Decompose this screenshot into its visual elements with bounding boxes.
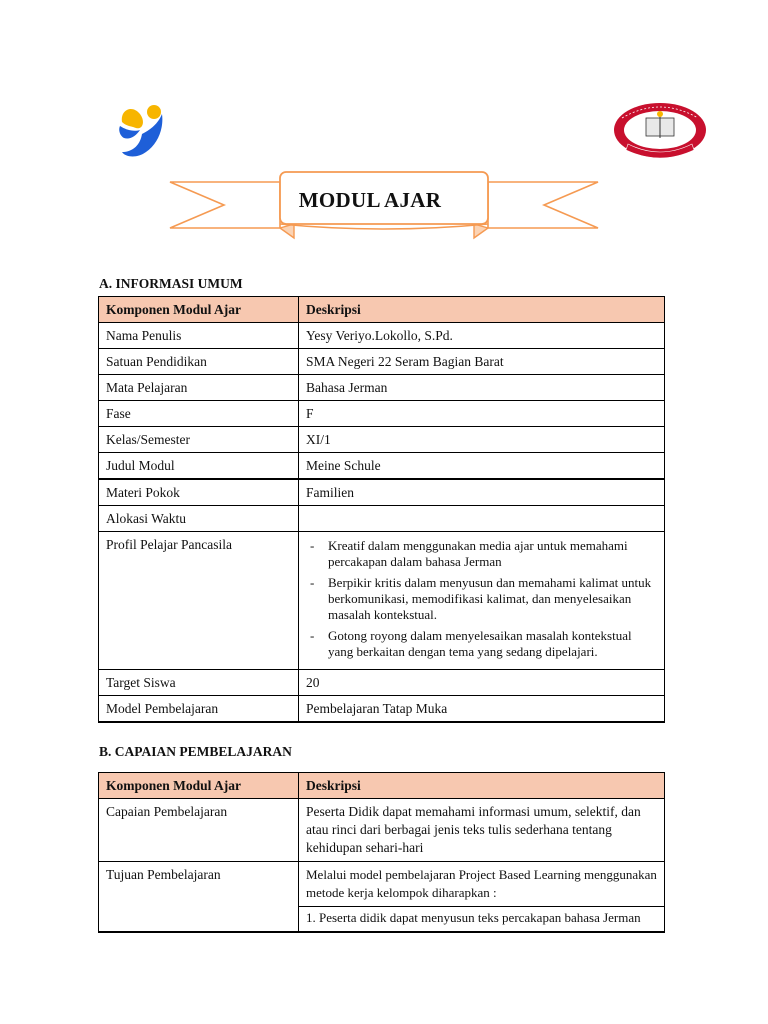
row-label: Target Siswa: [99, 670, 299, 696]
row-label: Model Pembelajaran: [99, 696, 299, 723]
row-value: Familien: [299, 479, 665, 506]
capaian-pembelajaran-table: [98, 772, 665, 933]
table-row: [99, 453, 665, 480]
row-label: Nama Penulis: [99, 323, 299, 349]
section-a-title: A. INFORMASI UMUM: [99, 276, 243, 291]
row-label: Mata Pelajaran: [99, 375, 299, 401]
profil-list-cell: [299, 532, 665, 670]
tujuan-cell: [299, 862, 665, 933]
header-deskripsi: Deskripsi: [299, 773, 665, 799]
header-komponen: Komponen Modul Ajar: [99, 773, 299, 799]
row-value: Bahasa Jerman: [299, 375, 665, 401]
table-header-row: [99, 773, 665, 799]
table-row: [99, 862, 665, 933]
document-title: MODUL AJAR: [298, 187, 442, 212]
person-figure-logo-icon: [112, 100, 168, 160]
row-value: XI/1: [299, 427, 665, 453]
list-item: 1. Peserta didik dapat menyusun teks percakapan bahasa Jerman: [299, 906, 664, 927]
row-value: Pembelajaran Tatap Muka: [299, 696, 665, 723]
informasi-umum-table: [98, 296, 665, 723]
row-value: Peserta Didik dapat memahami informasi umum, selektif, dan atau rinci dari berbagai jenis teks tulis sederhana tentang kehidupan sehari-hari: [299, 799, 665, 862]
table-header-row: [99, 297, 665, 323]
list-item: - Berpikir kritis dalam menyusun dan memahami kalimat untuk berkomunikasi, memodifikasi kalimat, dan menyelesaikan masalah kontekstual.: [306, 575, 657, 623]
row-value: F: [299, 401, 665, 427]
table-row: [99, 696, 665, 723]
header-komponen: Komponen Modul Ajar: [99, 297, 299, 323]
table-row: [99, 479, 665, 506]
row-value: SMA Negeri 22 Seram Bagian Barat: [299, 349, 665, 375]
tujuan-intro: Melalui model pembelajaran Project Based Learning menggunakan metode kerja kelompok diharapkan :: [306, 867, 657, 900]
row-value: Yesy Veriyo.Lokollo, S.Pd.: [299, 323, 665, 349]
row-value: 20: [299, 670, 665, 696]
table-row: [99, 506, 665, 532]
school-emblem-logo-icon: [606, 100, 714, 160]
list-item: - Kreatif dalam menggunakan media ajar untuk memahami percakapan dalam bahasa Jerman: [306, 538, 657, 570]
row-label: Materi Pokok: [99, 479, 299, 506]
header-deskripsi: Deskripsi: [299, 297, 665, 323]
table-row: [99, 532, 665, 670]
row-label: Satuan Pendidikan: [99, 349, 299, 375]
table-row: [99, 401, 665, 427]
row-label: Kelas/Semester: [99, 427, 299, 453]
table-row: [99, 323, 665, 349]
row-label: Judul Modul: [99, 453, 299, 480]
row-label: Profil Pelajar Pancasila: [99, 532, 299, 670]
row-label: Tujuan Pembelajaran: [99, 862, 299, 933]
section-b-title: B. CAPAIAN PEMBELAJARAN: [99, 744, 292, 759]
row-label: Capaian Pembelajaran: [99, 799, 299, 862]
table-row: [99, 349, 665, 375]
table-row: [99, 427, 665, 453]
table-row: [99, 375, 665, 401]
row-value: Meine Schule: [299, 453, 665, 480]
table-row: [99, 799, 665, 862]
list-item: - Gotong royong dalam menyelesaikan masalah kontekstual yang berkaitan dengan tema yang sedang dipelajari.: [306, 628, 657, 660]
table-row: [99, 670, 665, 696]
profil-bullet-list: [306, 532, 657, 669]
row-value: [299, 506, 665, 532]
row-label: Alokasi Waktu: [99, 506, 299, 532]
row-label: Fase: [99, 401, 299, 427]
